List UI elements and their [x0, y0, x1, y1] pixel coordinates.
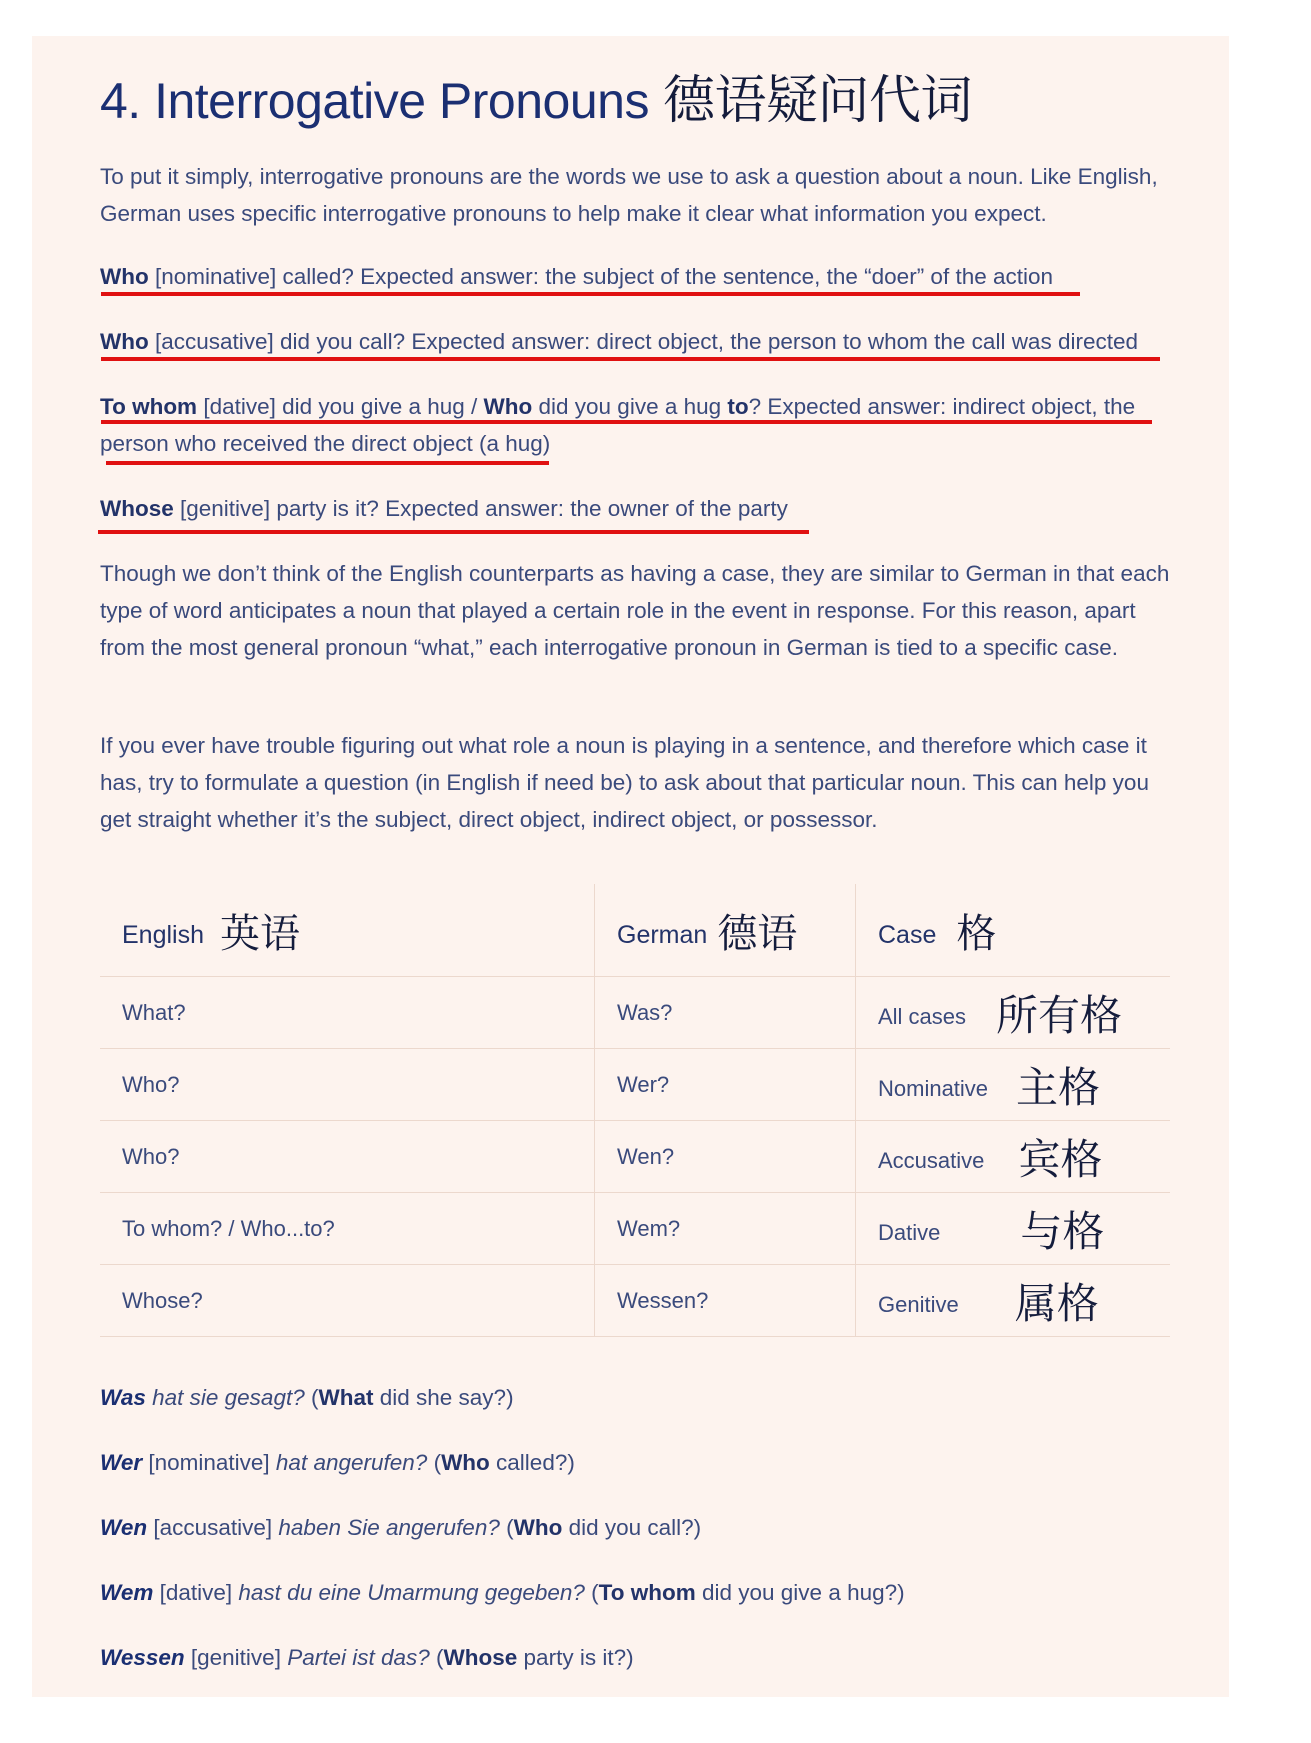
- table-row: [100, 977, 1170, 1049]
- table-row: [100, 1193, 1170, 1265]
- red-underline: [106, 461, 549, 465]
- cell-german: Wen?: [595, 1121, 856, 1193]
- paragraph-tips: If you ever have trouble figuring out what role a noun is playing in a sentence, and therefore which case it has, try to formulate a question (in English if need be) to ask about that particular noun. This can help you get straight whether it’s the subject, direct object, indirect object, or possessor.: [100, 733, 1149, 832]
- red-underline: [101, 357, 1160, 361]
- cell-english: What?: [100, 977, 595, 1049]
- example-wer: Wer [nominative] hat angerufen? (Who called?): [100, 1450, 575, 1475]
- red-underline: [101, 292, 1080, 296]
- q-bold: to: [727, 394, 749, 419]
- example-wen: Wen [accusative] haben Sie angerufen? (Who did you call?): [100, 1515, 702, 1540]
- cell-english: Who?: [100, 1049, 595, 1121]
- cell-english: To whom? / Who...to?: [100, 1193, 595, 1265]
- example-was: Was hat sie gesagt? (What did she say?): [100, 1385, 514, 1410]
- red-underline: [98, 530, 809, 534]
- cell-case: Genitive 属格: [856, 1265, 1171, 1337]
- header-case: Case 格: [856, 884, 1171, 977]
- q-bold: To whom: [100, 394, 198, 419]
- cell-case: Dative 与格: [856, 1193, 1171, 1265]
- cell-english: Whose?: [100, 1265, 595, 1337]
- q-bold: Who: [100, 264, 149, 289]
- cell-case: Nominative 主格: [856, 1049, 1171, 1121]
- cell-english: Who?: [100, 1121, 595, 1193]
- cell-german: Wem?: [595, 1193, 856, 1265]
- header-english: English 英语: [100, 884, 595, 977]
- page-title: [100, 58, 972, 133]
- red-underline: [101, 420, 1152, 424]
- question-nominative: [100, 258, 1180, 295]
- pronoun-table: [100, 884, 1170, 1337]
- q-text: [nominative] called? Expected answer: the subject of the sentence, the “doer” of the action: [148, 264, 1054, 289]
- table-header-row: [100, 884, 1170, 977]
- cell-german: Wer?: [595, 1049, 856, 1121]
- intro-paragraph: To put it simply, interrogative pronouns are the words we use to ask a question about a noun. Like English, German uses specific interrogative pronouns to help make it clear what information you expect.: [100, 164, 1158, 226]
- q-text: did you give a hug: [532, 394, 728, 419]
- header-german: German 德语: [595, 884, 856, 977]
- q-text: [dative] did you give a hug /: [197, 394, 484, 419]
- table-row: [100, 1121, 1170, 1193]
- cell-german: Was?: [595, 977, 856, 1049]
- question-dative: [100, 388, 1160, 462]
- cell-german: Wessen?: [595, 1265, 856, 1337]
- q-bold: Whose: [100, 496, 174, 521]
- question-accusative: [100, 323, 1180, 360]
- cell-case: Accusative 宾格: [856, 1121, 1171, 1193]
- q-text: [accusative] did you call? Expected answer: direct object, the person to whom the call was directed: [148, 329, 1138, 354]
- q-text: ? Expected answer: indirect object, the person who received the direct object (a hug): [100, 394, 1136, 456]
- q-text: [genitive] party is it? Expected answer: the owner of the party: [173, 496, 788, 521]
- table-row: [100, 1265, 1170, 1337]
- question-genitive: [100, 490, 1180, 527]
- example-wessen: Wessen [genitive] Partei ist das? (Whose party is it?): [100, 1645, 634, 1670]
- paragraph-cases: Though we don’t think of the English counterparts as having a case, they are similar to German in that each type of word anticipates a noun that played a certain role in the event in response. For this reason, apart from the most general pronoun “what,” each interrogative pronoun in German is tied to a specific case.: [100, 561, 1170, 660]
- q-bold: Who: [483, 394, 533, 419]
- title-cjk: 德语疑问代词: [662, 71, 972, 131]
- q-bold: Who: [100, 329, 149, 354]
- table-row: [100, 1049, 1170, 1121]
- title-text: 4. Interrogative Pronouns: [100, 73, 649, 129]
- example-wem: Wem [dative] hast du eine Umarmung gegeben? (To whom did you give a hug?): [100, 1580, 905, 1605]
- cell-case: All cases 所有格: [856, 977, 1171, 1049]
